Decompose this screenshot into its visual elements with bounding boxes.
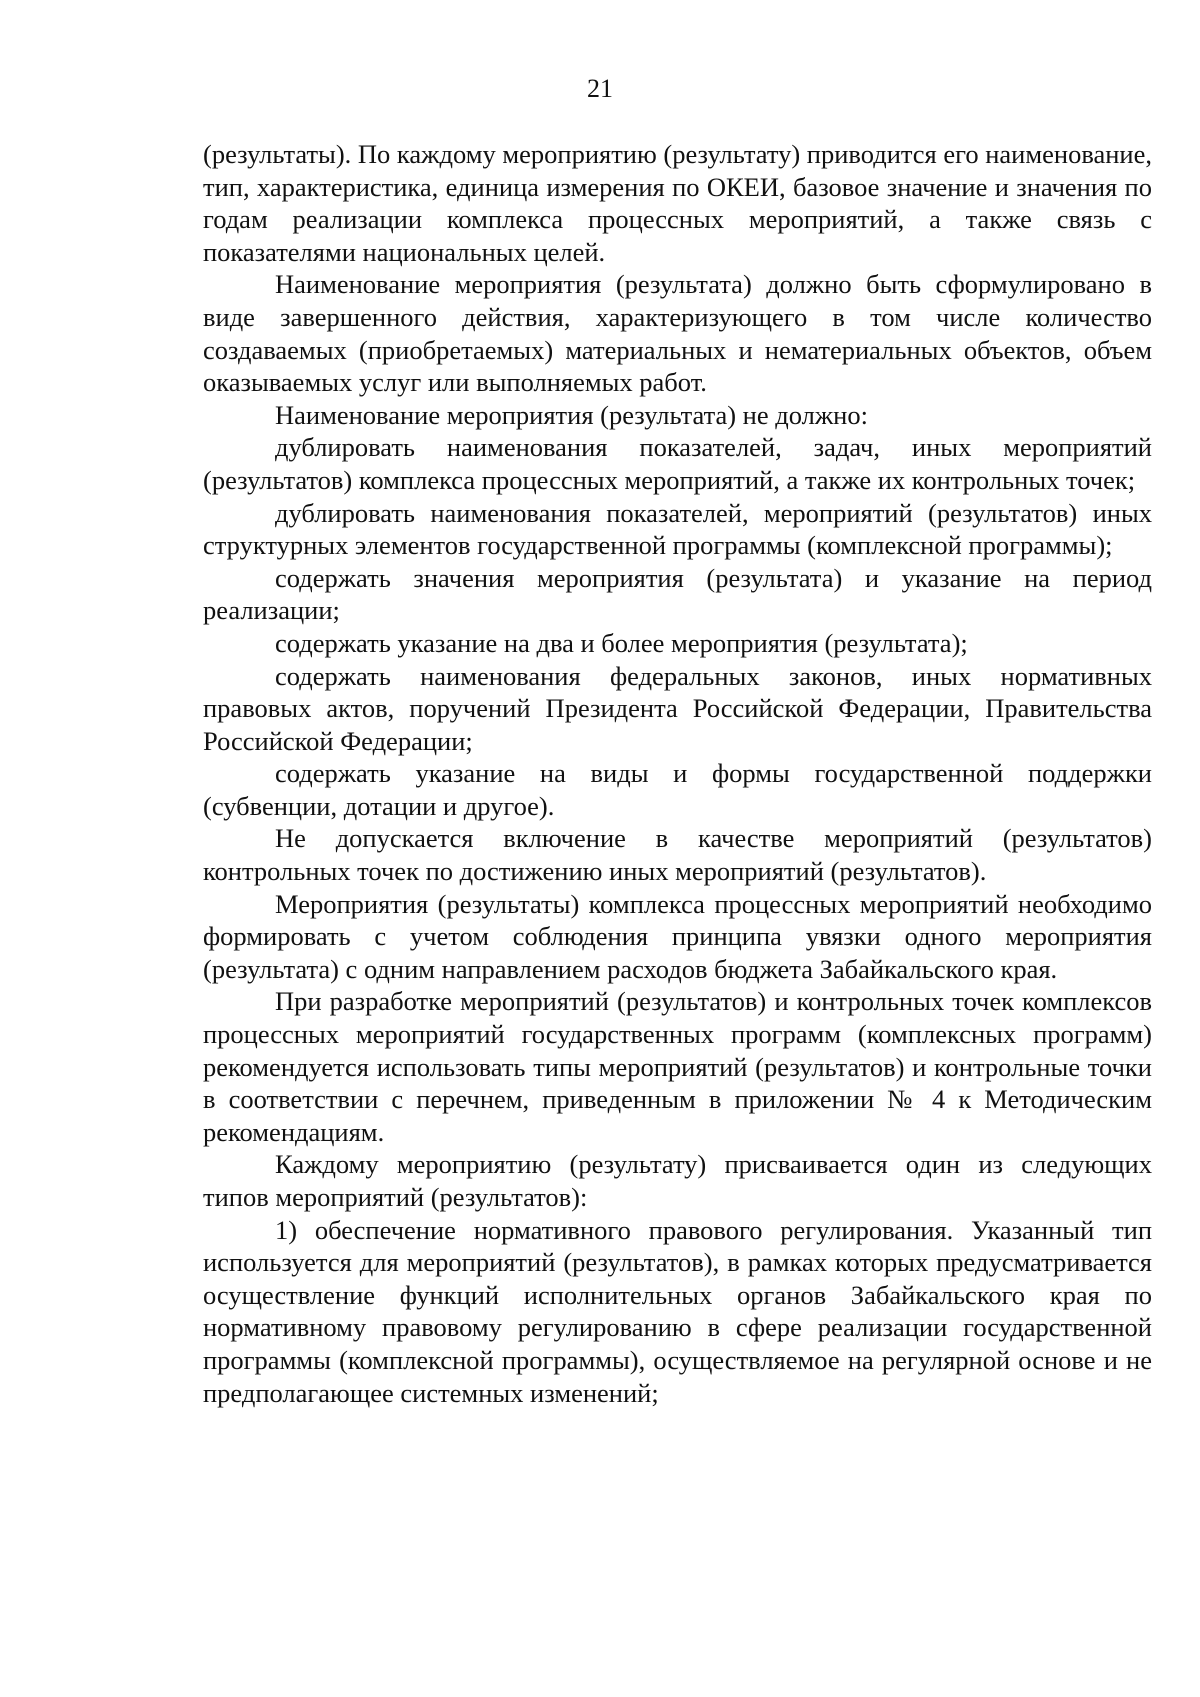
list-item: содержать указание на два и более мероприятия (результата); <box>275 627 968 658</box>
page-number: 21 <box>587 74 613 103</box>
paragraph: При разработке мероприятий (результатов) и контрольных точек комплексов процессных мероприятий государственных программ (комплексных программ) рекомендуется использовать типы мероприятий (результатов) и контрольные точки в соответствии с перечнем, приведенным в приложении № 4 к Методическим рекомендациям. <box>203 986 1152 1147</box>
numbered-item: 1) обеспечение нормативного правового регулирования. Указанный тип используется для мероприятий (результатов), в рамках которых предусматривается осуществление функций исполнительных органов Забайкальского края по нормативному правовому регулированию в сфере реализации государственной программы (комплексной программы), осуществляемое на регулярной основе и не предполагающее системных изменений; <box>203 1214 1152 1408</box>
paragraph: Наименование мероприятия (результата) не должно: <box>275 399 868 430</box>
paragraph: Мероприятия (результаты) комплекса процессных мероприятий необходимо формировать с учетом соблюдения принципа увязки одного мероприятия (результата) с одним направлением расходов бюджета Забайкальского края. <box>203 888 1152 984</box>
paragraph: Каждому мероприятию (результату) присваивается один из следующих типов мероприятий (результатов): <box>203 1149 1152 1212</box>
document-body <box>203 138 1152 1409</box>
paragraph: Наименование мероприятия (результата) должно быть сформулировано в виде завершенного действия, характеризующего в том числе количество создаваемых (приобретаемых) материальных и нематериальных объектов, объем оказываемых услуг или выполняемых работ. <box>203 269 1152 398</box>
paragraph-continuation: (результаты). По каждому мероприятию (результату) приводится его наименование, тип, характеристика, единица измерения по ОКЕИ, базовое значение и значения по годам реализации комплекса процессных мероприятий, а также связь с показателями национальных целей. <box>203 139 1152 267</box>
list-item: содержать указание на виды и формы государственной поддержки (субвенции, дотации и другое). <box>203 758 1152 821</box>
list-item: содержать наименования федеральных законов, иных нормативных правовых актов, поручений Президента Российской Федерации, Правительства Российской Федерации; <box>203 660 1152 756</box>
paragraph: Не допускается включение в качестве мероприятий (результатов) контрольных точек по достижению иных мероприятий (результатов). <box>203 823 1152 887</box>
list-item: дублировать наименования показателей, мероприятий (результатов) иных структурных элементов государственной программы (комплексной программы); <box>203 497 1152 561</box>
list-item: дублировать наименования показателей, задач, иных мероприятий (результатов) комплекса процессных мероприятий, а также их контрольных точек; <box>203 432 1152 495</box>
list-item: содержать значения мероприятия (результата) и указание на период реализации; <box>203 562 1152 626</box>
